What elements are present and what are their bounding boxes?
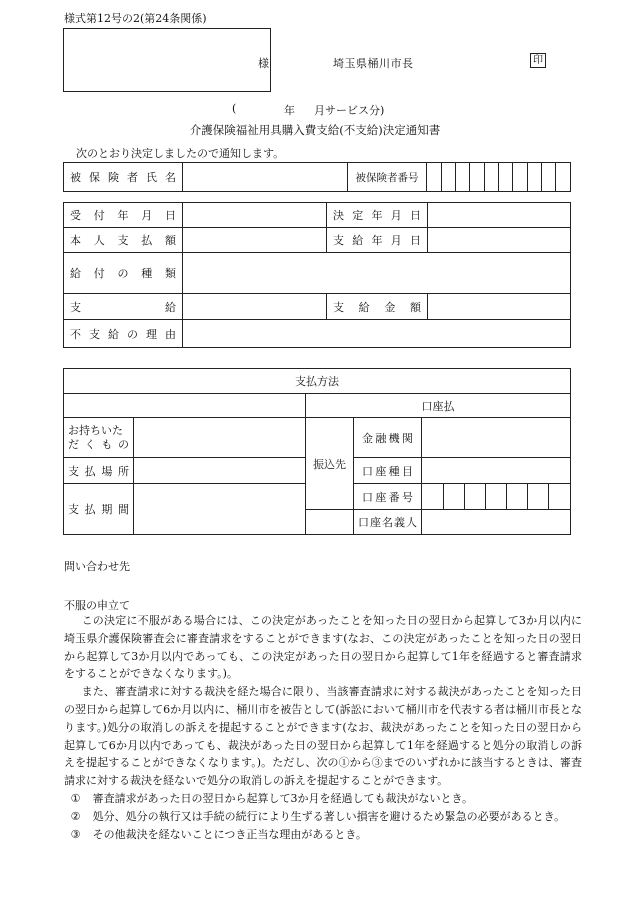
account-type-label: [354, 458, 422, 484]
account-holder-value: [422, 510, 571, 535]
appeal-item: [64, 826, 582, 844]
label-char: 融: [375, 431, 387, 445]
period-open: (: [232, 102, 237, 115]
label-char: 支: [117, 234, 129, 247]
payment-place-value: [134, 458, 306, 484]
label-char: 類: [165, 267, 176, 280]
bank-value: [422, 418, 571, 458]
appeal-item-text: その他裁決を経ないことにつき正当な理由があるとき。: [92, 827, 367, 841]
insured-number-cells: [427, 163, 571, 192]
label-char: 所: [117, 464, 129, 478]
account-type-value: [422, 458, 571, 484]
label-char: 支: [68, 464, 79, 478]
payment-place-label: [64, 458, 134, 484]
self-payment-value: [183, 228, 327, 253]
label-char: 金: [384, 300, 396, 314]
payment-date-label: [327, 228, 428, 253]
label-char: 給: [358, 300, 370, 314]
digit-cell: [456, 163, 470, 191]
label-char: 受: [70, 209, 81, 222]
intro-text: 次のとおり決定しましたので通知します。: [76, 147, 285, 160]
insured-number-grid: [427, 163, 570, 191]
label-char: 人: [406, 516, 417, 529]
nonpayment-reason-value: [183, 320, 571, 348]
label-char: 座: [375, 464, 387, 478]
account-number-grid: [422, 484, 570, 509]
label-char: 義: [394, 516, 405, 529]
label-char: 払: [84, 503, 96, 516]
bring-items-label: [64, 418, 134, 458]
digit-cell: [464, 484, 485, 509]
self-payment-label: [64, 228, 183, 253]
label-char: 給: [108, 327, 119, 341]
insured-name-value: [183, 163, 348, 192]
received-date-value: [183, 203, 327, 228]
benefit-info-table: [63, 202, 571, 348]
insured-name-label: [64, 163, 183, 192]
payment-date-value: [428, 228, 571, 253]
bring-items-line1: お持ちいた: [68, 423, 123, 437]
label-char: 給: [352, 234, 364, 247]
label-char: 月: [390, 234, 402, 247]
label-char: 給: [70, 267, 81, 280]
appeal-item-mark: ②: [70, 809, 81, 823]
label-char: の: [117, 267, 129, 280]
label-char: 付: [93, 209, 105, 222]
label-char: 間: [117, 503, 129, 516]
decision-date-value: [428, 203, 571, 228]
label-char: 目: [401, 464, 413, 478]
label-char: 月: [390, 209, 402, 222]
label-char: 番: [388, 490, 400, 504]
label-char: 給: [165, 300, 176, 314]
payment-period-value: [134, 484, 306, 535]
account-payment-header: 口座払: [306, 394, 571, 418]
label-char: 支: [70, 300, 81, 314]
label-char: 保: [89, 171, 100, 184]
label-char: 関: [401, 431, 413, 445]
benefit-type-label: [64, 253, 183, 294]
appeal-paragraph-1: この決定に不服がある場合には、この決定があったことを知った日の翌日から起算して3か月以内に埼玉県介護保険審査会に審査請求をすることができます(なお、この決定があったことを知った日の翌日から起算して3か月以内であっても、この決定があった日の翌日から起算して1年を経過すると審査請求をすることができなくなります。)。: [64, 614, 582, 681]
label-char: 種: [388, 464, 400, 478]
period-year: 年: [284, 104, 295, 117]
digit-cell: [422, 484, 443, 509]
label-char: 額: [409, 300, 421, 314]
label-char: 金: [362, 431, 373, 445]
payment-method-title: 支払方法: [64, 369, 571, 394]
appeal-item-mark: ①: [70, 791, 81, 805]
appeal-item-text: 審査請求があった日の翌日から起算して3か月を経過しても裁決がないとき。: [92, 791, 474, 805]
appeal-heading: 不服の申立て: [64, 599, 130, 612]
payment-label: [64, 294, 183, 320]
label-char: 由: [165, 327, 176, 341]
label-char: 座: [370, 516, 381, 529]
form-number: 様式第12号の2(第24条関係): [64, 12, 207, 25]
label-char: 日: [410, 209, 421, 222]
appeal-item: [64, 790, 582, 808]
transfer-destination-label: 振込先: [306, 418, 354, 510]
bring-items-line2: [68, 438, 133, 452]
label-char: 年: [117, 209, 129, 222]
label-char: 日: [165, 209, 176, 222]
payment-method-table: [63, 368, 571, 535]
account-number-label: [354, 484, 422, 510]
label-char: 年: [371, 209, 383, 222]
label-char: 口: [362, 464, 373, 478]
label-char: 場: [101, 464, 113, 478]
digit-cell: [484, 163, 498, 191]
label-char: 支: [68, 503, 79, 516]
digit-cell: [528, 484, 549, 509]
label-char: 険: [108, 171, 119, 184]
appeal-items: [64, 790, 582, 843]
digit-cell: [527, 163, 541, 191]
label-char: 名: [382, 516, 393, 529]
bring-items-value: [134, 418, 306, 458]
label-char: 号: [401, 490, 413, 504]
appeal-item-mark: ③: [70, 827, 81, 841]
period-month: 月サービス分): [314, 104, 385, 117]
digit-cell: [507, 484, 528, 509]
digit-cell: [513, 163, 527, 191]
label-char: 人: [93, 234, 105, 247]
label-char: 額: [165, 234, 176, 247]
digit-cell: [485, 484, 506, 509]
appeal-item: [64, 808, 582, 826]
label-char: の: [127, 327, 138, 341]
label-char: 定: [352, 209, 364, 222]
label-char: 口: [358, 516, 369, 529]
issuer-name: 埼玉県桶川市長: [333, 57, 414, 70]
digit-cell: [443, 484, 464, 509]
label-char: 不: [70, 327, 81, 341]
addressee-suffix: 様: [258, 57, 269, 70]
label-char: 払: [84, 464, 96, 478]
digit-cell: [549, 484, 570, 509]
label-char: 支: [89, 327, 100, 341]
label-char: 名: [165, 171, 176, 184]
label-char: も: [101, 437, 113, 451]
label-char: 期: [101, 503, 113, 516]
addressee-box: [63, 28, 271, 92]
digit-cell: [427, 163, 441, 191]
label-char: 支: [333, 234, 344, 247]
label-char: 座: [375, 490, 387, 504]
account-number-cells: [422, 484, 571, 510]
label-char: 年: [371, 234, 383, 247]
label-char: 払: [141, 234, 153, 247]
digit-cell: [441, 163, 455, 191]
label-char: 月: [141, 209, 153, 222]
digit-cell: [556, 163, 570, 191]
seal-mark: 印: [530, 53, 546, 68]
inquiry-label: 問い合わせ先: [64, 560, 130, 573]
label-char: 決: [333, 209, 344, 222]
label-char: 本: [70, 234, 81, 247]
decision-date-label: [327, 203, 428, 228]
payment-amount-value: [428, 294, 571, 320]
bank-label: [354, 418, 422, 458]
insured-number-label: 被保険者番号: [348, 163, 427, 192]
digit-cell: [470, 163, 484, 191]
label-char: 口: [362, 490, 373, 504]
received-date-label: [64, 203, 183, 228]
label-char: 被: [70, 171, 81, 184]
nonpayment-reason-label: [64, 320, 183, 348]
label-char: 日: [410, 234, 421, 247]
cash-payment-header: [64, 394, 306, 418]
label-char: 氏: [146, 171, 157, 184]
label-char: 付: [93, 267, 105, 280]
label-char: の: [117, 437, 129, 451]
label-char: く: [84, 437, 96, 451]
digit-cell: [541, 163, 555, 191]
label-char: だ: [68, 437, 79, 451]
appeal-paragraph-2: また、審査請求に対する裁決を経た場合に限り、当該審査請求に対する裁決があったことを知った日の翌日から起算して6か月以内に、桶川市を被告として(訴訟において桶川市を代表する者は桶川市長となります。)処分の取消しの訴えを提起することができます(なお、裁決があったことを知った日の翌日から起算して6か月以内であっても、裁決があった日の翌日から起算して1年を経過すると処分の取消しの訴えを提起することができなくなります。)。ただし、次の①から③までのいずれかに該当するときは、審査請求に対する裁決を経ないで処分の取消しの訴えを提起することができます。: [64, 685, 582, 788]
payment-amount-label: [327, 294, 428, 320]
label-char: 種: [141, 267, 153, 280]
document-title: 介護保険福祉用具購入費支給(不支給)決定通知書: [189, 123, 441, 137]
label-char: 機: [388, 431, 400, 445]
payment-value: [183, 294, 327, 320]
appeal-body: [64, 612, 582, 843]
label-char: 者: [127, 171, 138, 184]
benefit-type-value: [183, 253, 571, 294]
account-holder-label: [354, 510, 422, 535]
label-char: 理: [146, 327, 157, 341]
insured-table: [63, 162, 571, 192]
appeal-item-text: 処分、処分の執行又は手続の続行により生ずる著しい損害を避けるため緊急の必要があるとき。: [92, 809, 566, 823]
label-char: 支: [333, 300, 344, 314]
digit-cell: [498, 163, 512, 191]
payment-period-label: [64, 484, 134, 535]
